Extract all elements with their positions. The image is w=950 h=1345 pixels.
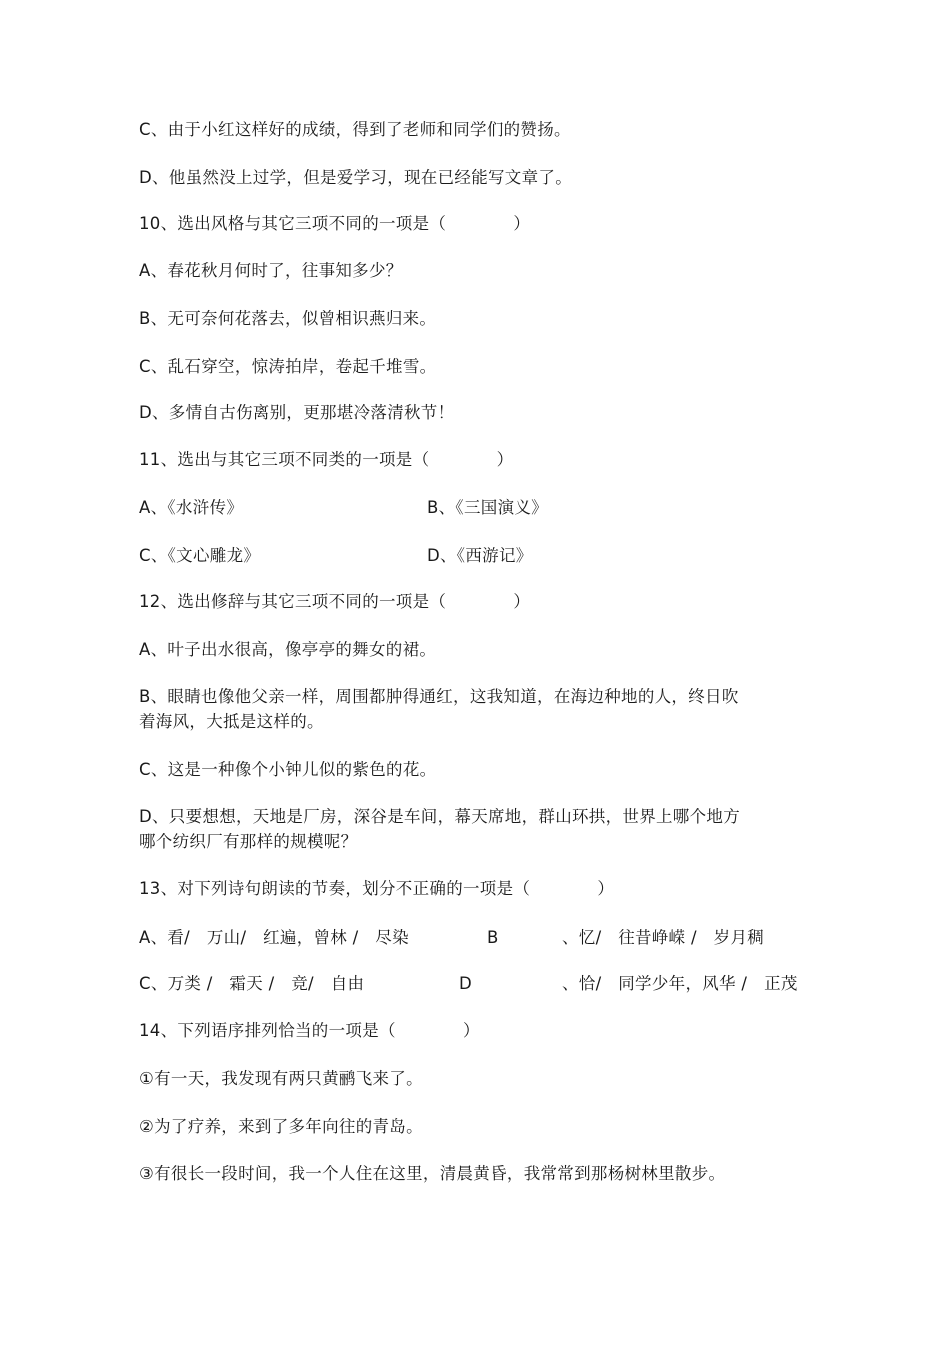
q12-option-a: A、叶子出水很高，像亭亭的舞女的裙。 [139, 640, 437, 659]
q13-option-c: C、万类 / 霜天 / 竞/ 自由 [139, 974, 365, 993]
q13-option-b: 、忆/ 往昔峥嵘 / 岁月稠 [562, 928, 765, 947]
q10-option-c: C、乱石穿空，惊涛拍岸，卷起千堆雪。 [139, 357, 437, 376]
q12-option-b-line2: 着海风，大抵是这样的。 [139, 712, 324, 731]
q10-option-a: A、春花秋月何时了，往事知多少？ [139, 261, 403, 280]
question-13: 13、对下列诗句朗读的节奏，划分不正确的一项是（ ） [139, 879, 615, 898]
q11-option-d: D、《西游记》 [427, 546, 533, 565]
q13-option-d: 、恰/ 同学少年，风华 / 正茂 [562, 974, 798, 993]
q13-option-a: A、看/ 万山/ 红遍，曾林 / 尽染 [139, 928, 409, 947]
q11-option-a: A、《水浒传》 [139, 498, 244, 517]
q12-option-d-line2: 哪个纺织厂有那样的规模呢？ [139, 832, 358, 851]
q10-option-b: B、无可奈何花落去，似曾相识燕归来。 [139, 309, 437, 328]
q14-sentence-1: ①有一天，我发现有两只黄鹂飞来了。 [139, 1069, 423, 1088]
q14-sentence-2: ②为了疗养，来到了多年向往的青岛。 [139, 1117, 423, 1136]
q12-option-b-line1: B、眼睛也像他父亲一样，周围都肿得通红，这我知道，在海边种地的人，终日吹 [139, 687, 739, 706]
question-14: 14、下列语序排列恰当的一项是（ ） [139, 1021, 480, 1040]
q12-option-c: C、这是一种像个小钟儿似的紫色的花。 [139, 760, 437, 779]
q9-option-c: C、由于小红这样好的成绩，得到了老师和同学们的赞扬。 [139, 120, 571, 139]
question-12: 12、选出修辞与其它三项不同的一项是（ ） [139, 592, 531, 611]
q14-sentence-3: ③有很长一段时间，我一个人住在这里，清晨黄昏，我常常到那杨树林里散步。 [139, 1164, 726, 1183]
q10-option-d: D、多情自古伤离别，更那堪冷落清秋节！ [139, 403, 455, 422]
q11-option-c: C、《文心雕龙》 [139, 546, 261, 565]
q13-option-d-letter: D [459, 974, 473, 993]
question-10: 10、选出风格与其它三项不同的一项是（ ） [139, 214, 531, 233]
q12-option-d-line1: D、只要想想，天地是厂房，深谷是车间，幕天席地，群山环拱，世界上哪个地方 [139, 807, 741, 826]
question-11: 11、选出与其它三项不同类的一项是（ ） [139, 450, 514, 469]
q11-option-b: B、《三国演义》 [427, 498, 548, 517]
q9-option-d: D、他虽然没上过学，但是爱学习，现在已经能写文章了。 [139, 168, 573, 187]
q13-option-b-letter: B [487, 928, 499, 947]
